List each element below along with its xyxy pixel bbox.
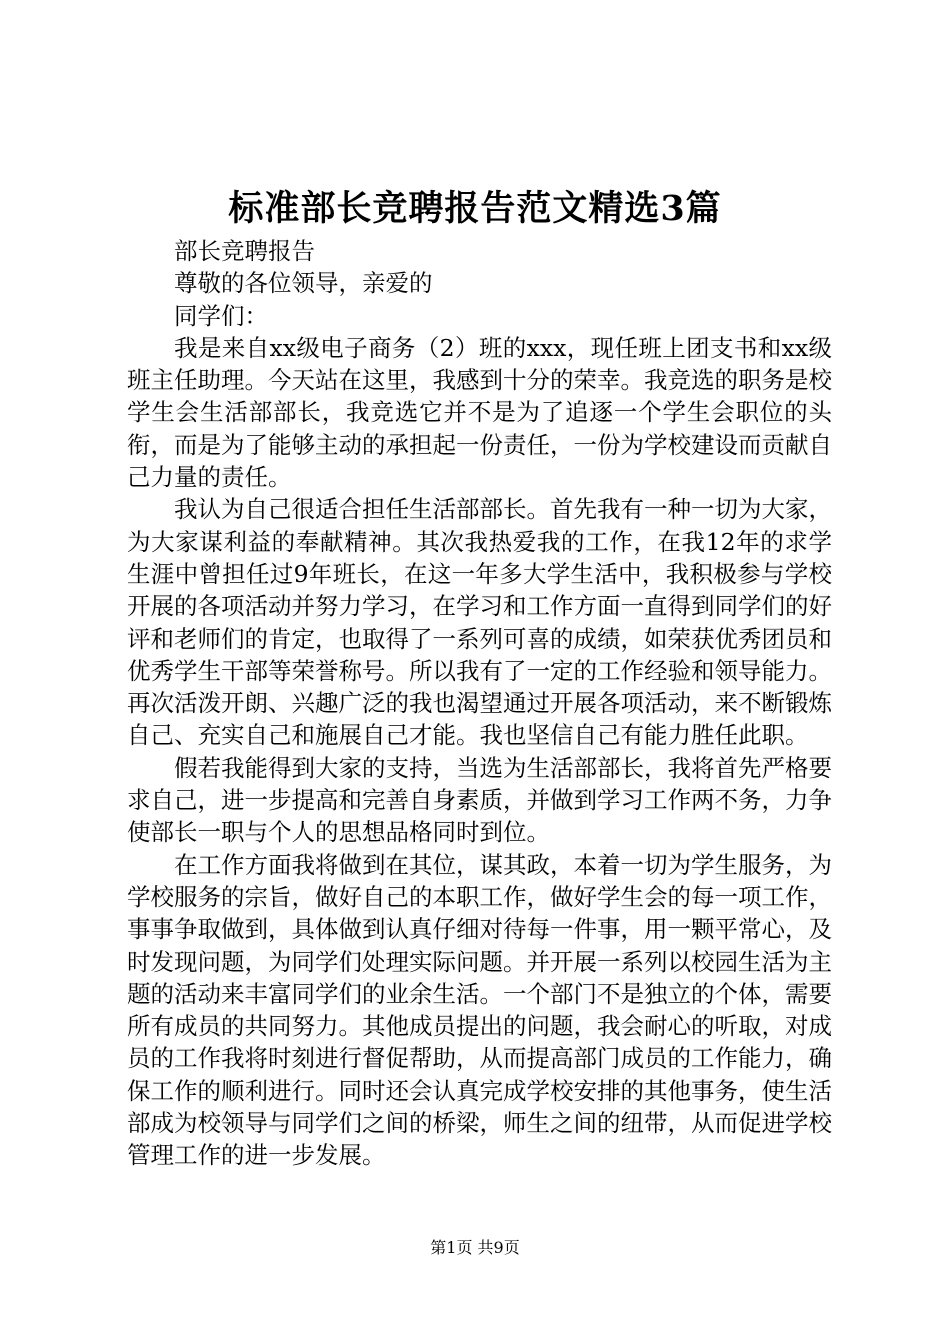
paragraph-intro: 我是来自xx级电子商务（2）班的xxx，现任班上团支书和xx级班主任助理。今天站在这里，我感到十分的荣幸。我竞选的职务是校学生会生活部部长，我竞选它并不是为了追逐一个学生会职位的头衔，而是为了能够主动的承担起一份责任，一份为学校建设而贡献自己力量的责任。 <box>127 333 832 492</box>
paragraph-salutation: 尊敬的各位领导，亲爱的 <box>174 269 433 298</box>
paragraph-salutation-cont: 同学们： <box>174 301 268 330</box>
paragraph-work-plan: 在工作方面我将做到在其位，谋其政，本着一切为学生服务，为学校服务的宗旨，做好自己的本职工作，做好学生会的每一项工作，事事争取做到，具体做到认真仔细对待每一件事，用一颗平常心，及时发现问题，为同学们处理实际问题。并开展一系列以校园生活为主题的活动来丰富同学们的业余生活。一个部门不是独立的个体，需要所有成员的共同努力。其他成员提出的问题，我会耐心的听取，对成员的工作我将时刻进行督促帮助，从而提高部门成员的工作能力，确保工作的顺利进行。同时还会认真完成学校安排的其他事务，使生活部成为校领导与同学们之间的桥梁，师生之间的纽带，从而促进学校管理工作的进一步发展。 <box>127 850 832 1170</box>
paragraph-heading: 部长竞聘报告 <box>174 237 315 265</box>
paragraph-qualifications: 我认为自己很适合担任生活部部长。首先我有一种一切为大家，为大家谋利益的奉献精神。其次我热爱我的工作，在我12年的求学生涯中曾担任过9年班长，在这一年多大学生活中，我积极参与学校开展的各项活动并努力学习，在学习和工作方面一直得到同学们的好评和老师们的肯定，也取得了一系列可喜的成绩，如荣获优秀团员和优秀学生干部等荣誉称号。所以我有了一定的工作经验和领导能力。再次活泼开朗、兴趣广泛的我也渴望通过开展各项活动，来不断锻炼自己、充实自己和施展自己才能。我也坚信自己有能力胜任此职。 <box>127 495 832 750</box>
document-title: 标准部长竞聘报告范文精选3篇 <box>228 188 722 229</box>
page-footer: 第1页 共9页 <box>430 1238 520 1257</box>
document-body <box>127 235 832 1172</box>
paragraph-commitment: 假若我能得到大家的支持，当选为生活部部长，我将首先严格要求自己，进一步提高和完善自身素质，并做到学习工作两不务，力争使部长一职与个人的思想品格同时到位。 <box>127 753 832 847</box>
